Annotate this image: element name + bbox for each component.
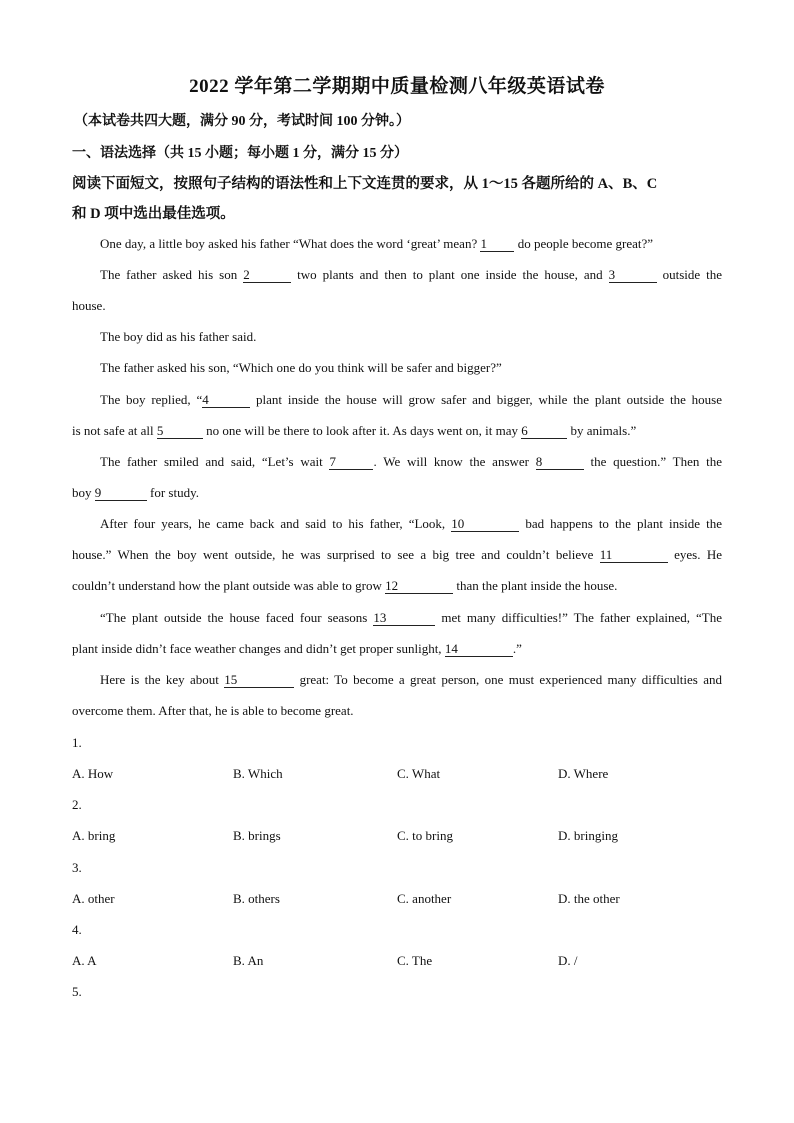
answer-blank-13: 13 <box>373 611 435 626</box>
passage-line: The father smiled and said, “Let’s wait 7 . We will know the answer 8 the question.” Then the <box>100 454 723 469</box>
passage-line: After four years, he came back and said to his father, “Look, 10 bad happens to the plant inside the <box>100 516 723 531</box>
passage-line: couldn’t understand how the plant outside was able to grow 12 than the plant inside the house. <box>72 578 618 593</box>
question-number: 3. <box>72 860 82 875</box>
passage-line: One day, a little boy asked his father “What does the word ‘great’ mean? 1 do people become great?” <box>100 236 654 251</box>
exam-title: 2022 学年第二学期期中质量检测八年级英语试卷 <box>189 76 605 97</box>
answer-blank-4: 4 <box>202 393 250 408</box>
passage-paragraph-6 <box>72 446 722 508</box>
passage-line: house.” When the boy went outside, he was surprised to see a big tree and couldn’t believe 11 eyes. He <box>72 547 722 562</box>
option-a[interactable]: A. How <box>72 766 114 781</box>
option-d[interactable]: D. / <box>558 953 578 968</box>
passage-paragraph-8 <box>72 602 722 664</box>
question-number: 2. <box>72 797 82 812</box>
answer-blank-7: 7 <box>329 455 373 470</box>
passage-line: Here is the key about 15 great: To become a great person, one must experienced many difficulties and <box>100 672 722 687</box>
option-b[interactable]: B. brings <box>233 828 281 843</box>
option-a[interactable]: A. A <box>72 953 97 968</box>
instructions-line-1: 阅读下面短文，按照句子结构的语法性和上下文连贯的要求，从 1～15 各题所给的 A、B、C <box>72 176 658 192</box>
answer-blank-2: 2 <box>243 268 291 283</box>
option-d[interactable]: D. bringing <box>558 828 618 843</box>
passage-line: The boy did as his father said. <box>100 329 257 344</box>
option-c[interactable]: C. What <box>397 766 441 781</box>
passage-paragraph-3 <box>72 321 722 352</box>
passage-paragraph-7 <box>72 508 722 601</box>
answer-blank-8: 8 <box>536 455 584 470</box>
passage-line: The boy replied, “4 plant inside the house will grow safer and bigger, while the plant outside the house <box>100 392 723 407</box>
passage-line: boy 9 for study. <box>72 485 199 500</box>
passage-paragraph-1 <box>72 228 722 259</box>
answer-blank-9: 9 <box>95 486 147 501</box>
option-c[interactable]: C. another <box>397 891 452 906</box>
answer-blank-3: 3 <box>609 268 657 283</box>
exam-note: （本试卷共四大题，满分 90 分，考试时间 100 分钟。） <box>74 114 410 129</box>
question-number: 4. <box>72 922 82 937</box>
passage-paragraph-5 <box>72 384 722 446</box>
answer-blank-5: 5 <box>157 424 203 439</box>
passage-line: The father asked his son 2 two plants and then to plant one inside the house, and 3 outside the <box>100 267 723 282</box>
passage-line: The father asked his son, “Which one do you think will be safer and bigger?” <box>100 360 502 375</box>
option-b[interactable]: B. others <box>233 891 280 906</box>
option-d[interactable]: D. the other <box>558 891 620 906</box>
answer-blank-12: 12 <box>385 579 453 594</box>
passage-line: “The plant outside the house faced four seasons 13 met many difficulties!” The father explained, “The <box>100 610 722 625</box>
passage-line: house. <box>72 298 106 313</box>
passage-paragraph-4 <box>72 352 722 383</box>
section-heading: 一、语法选择（共 15 小题；每小题 1 分，满分 15 分） <box>72 146 408 161</box>
option-c[interactable]: C. The <box>397 953 433 968</box>
passage-line: overcome them. After that, he is able to become great. <box>72 703 354 718</box>
option-a[interactable]: A. bring <box>72 828 116 843</box>
passage-paragraph-9 <box>72 664 722 726</box>
instructions-line-2: 和 D 项中选出最佳选项。 <box>72 206 235 222</box>
option-b[interactable]: B. Which <box>233 766 283 781</box>
passage-line: is not safe at all 5 no one will be there to look after it. As days went on, it may 6 by animals.” <box>72 423 637 438</box>
answer-blank-15: 15 <box>224 673 294 688</box>
option-d[interactable]: D. Where <box>558 766 609 781</box>
passage-line: plant inside didn’t face weather changes and didn’t get proper sunlight, 14 .” <box>72 641 522 656</box>
option-c[interactable]: C. to bring <box>397 828 453 843</box>
answer-blank-14: 14 <box>445 642 513 657</box>
question-number: 1. <box>72 735 82 750</box>
option-a[interactable]: A. other <box>72 891 115 906</box>
answer-blank-11: 11 <box>600 548 668 563</box>
answer-blank-1: 1 <box>480 237 514 252</box>
passage-paragraph-2 <box>72 259 722 321</box>
answer-blank-10: 10 <box>451 517 519 532</box>
question-number: 5. <box>72 984 82 999</box>
option-b[interactable]: B. An <box>233 953 264 968</box>
answer-blank-6: 6 <box>521 424 567 439</box>
